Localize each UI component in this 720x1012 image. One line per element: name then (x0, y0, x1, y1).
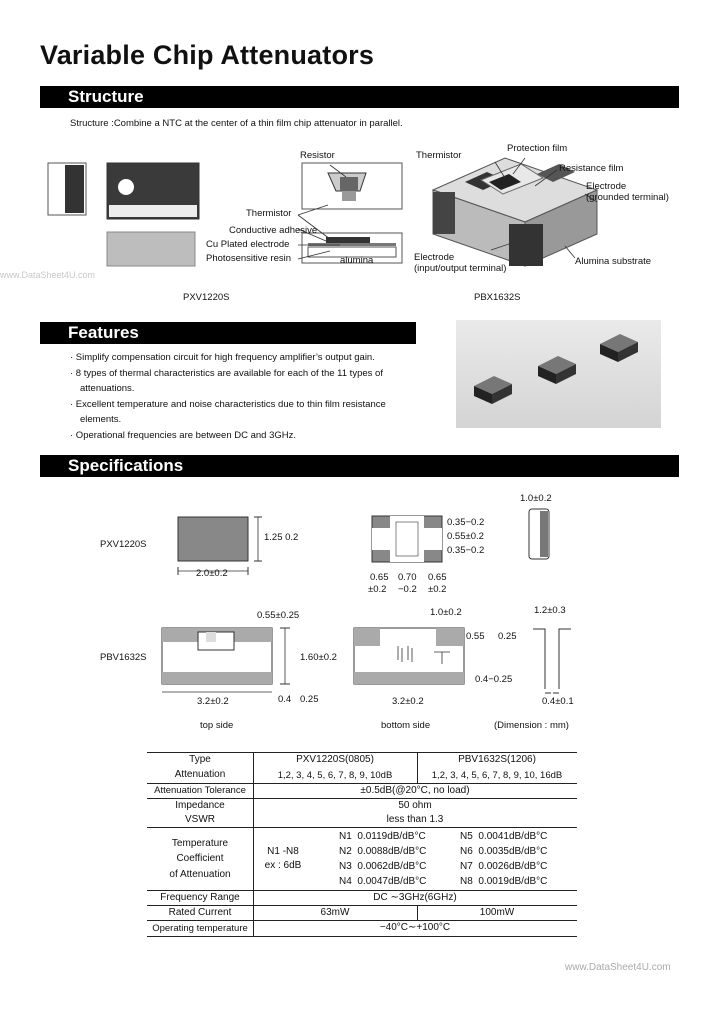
label-photosensitive: Photosensitive resin (206, 253, 292, 264)
pbv-attenuation: 1,2, 3, 4, 5, 6, 7, 8, 9, 10, 16dB (431, 770, 563, 781)
label-io-terminal: (input/output terminal) (414, 263, 507, 274)
dim-pbv-s-top: 1.2±0.3 (534, 605, 566, 616)
coef-n1: N1 0.0119dB/dB°C (339, 831, 426, 842)
dimension-note: (Dimension : mm) (494, 720, 569, 731)
specifications-heading: Specifications (40, 455, 679, 477)
page-title: Variable Chip Attenuators (40, 40, 375, 70)
pxv-dimension-drawing (170, 505, 310, 585)
dim-pxv-c1b: ±0.2 (368, 584, 387, 595)
temp-label-1: Temperature (171, 838, 229, 849)
pbv-side-drawing (525, 615, 585, 695)
current-label: Rated Current (168, 907, 232, 918)
coef-n5: N5 0.0041dB/dB°C (460, 831, 548, 842)
label-alumina-substrate: Alumina substrate (575, 256, 652, 267)
temp-label-3: of Attenuation (169, 869, 231, 880)
caption-top-side: top side (200, 720, 234, 731)
pbv-bottom-drawing (350, 618, 480, 698)
optemp-label: Operating temperature (152, 923, 248, 934)
pxv-side-drawing (525, 505, 555, 565)
dim-pbv-04: 0.4 (278, 694, 292, 705)
current-pbv: 100mW (479, 907, 515, 918)
dim-pbv-b-025: 0.25 (498, 631, 517, 642)
dim-pxv-h: 1.25 0.2 (264, 532, 299, 543)
dim-pbv-s-bot: 0.4±0.1 (542, 696, 574, 707)
dim-pbv-025: 0.25 (300, 694, 319, 705)
coef-n6: N6 0.0035dB/dB°C (460, 846, 548, 857)
label-pbx-thermistor: Thermistor (416, 150, 462, 161)
dim-pbv-top: 0.55±0.25 (257, 610, 300, 621)
coef-n2: N2 0.0088dB/dB°C (339, 846, 427, 857)
pbv-top-drawing (158, 618, 298, 698)
label-resistor: Resistor (300, 150, 335, 161)
label-resistance-film: Resistance film (559, 163, 624, 174)
features-heading: Features (40, 322, 416, 344)
coef-n7: N7 0.0026dB/dB°C (460, 861, 548, 872)
features-list (70, 350, 430, 443)
label-conductive-adhesive: Conductive adhesive (229, 225, 318, 236)
dim-pbv-b-w: 3.2±0.2 (392, 696, 424, 707)
watermark-left: www.DataSheet4U.com (0, 270, 96, 280)
caption-pbx: PBX1632S (474, 292, 521, 303)
dim-pxv-c2: 0.70 (398, 572, 417, 583)
feature-item: · Excellent temperature and noise characteristics due to thin film resistance (70, 398, 386, 410)
product-photo (456, 320, 661, 428)
temp-label-2: Coefficient (176, 853, 224, 864)
impedance-value: 50 ohm (398, 800, 432, 811)
freq-value: DC ∼3GHz(6GHz) (373, 892, 457, 903)
impedance-label: Impedance (175, 800, 225, 811)
dim-pbv-h: 1.60±0.2 (300, 652, 337, 663)
dim-pbv-w: 3.2±0.2 (197, 696, 229, 707)
spec-pbv-label: PBV1632S (100, 652, 147, 663)
coef-n8: N8 0.0019dB/dB°C (460, 876, 548, 887)
dim-pbv-b-04: 0.4−0.25 (475, 674, 513, 685)
structure-intro: Structure :Combine a NTC at the center of a thin film chip attenuator in parallel. (70, 118, 403, 129)
label-cu-plated: Cu Plated electrode (206, 239, 290, 250)
dim-pbv-b-055: 0.55 (466, 631, 485, 642)
coef-n3: N3 0.0062dB/dB°C (339, 861, 427, 872)
dim-pxv-c3b: ±0.2 (428, 584, 447, 595)
watermark-bottom: www.DataSheet4U.com (565, 962, 671, 973)
structure-heading: Structure (40, 86, 679, 108)
dim-pxv-b1: 0.35−0.2 (447, 517, 485, 528)
pxv-attenuation: 1,2, 3, 4, 5, 6, 7, 8, 9, 10dB (277, 770, 393, 781)
caption-pxv: PXV1220S (183, 292, 230, 303)
label-electrode-ground: Electrode (586, 181, 627, 192)
tolerance-label: Attenuation Tolerance (154, 785, 246, 796)
vswr-label: VSWR (185, 814, 215, 825)
feature-item: · Simplify compensation circuit for high frequency amplifier’s output gain. (70, 352, 375, 363)
dim-pxv-b2: 0.55±0.2 (447, 531, 484, 542)
label-alumina: alumina (340, 255, 374, 266)
pbv-type: PBV1632S(1206) (458, 754, 536, 765)
coef-n4: N4 0.0047dB/dB°C (339, 876, 427, 887)
tolerance-value: ±0.5dB(@20°C, no load) (360, 785, 470, 796)
vswr-value: less than 1.3 (386, 814, 444, 825)
label-electrode-io: Electrode (414, 252, 455, 263)
current-pxv: 63mW (320, 907, 350, 918)
feature-item: · 8 types of thermal characteristics are available for each of the 11 types of (70, 367, 383, 379)
label-grounded-terminal: (grounded terminal) (586, 192, 669, 203)
pxv-bottom-drawing (368, 510, 448, 570)
spec-pxv-label: PXV1220S (100, 539, 147, 550)
dim-pbv-b-top: 1.0±0.2 (430, 607, 462, 618)
feature-item: · Operational frequencies are between DC and 3GHz. (70, 429, 297, 441)
pxv-type: PXV1220S(0805) (296, 754, 374, 765)
spec-table (147, 752, 577, 936)
dim-pxv-t: 1.0±0.2 (520, 493, 552, 504)
feature-item: attenuations. (80, 383, 135, 394)
freq-label: Frequency Range (160, 892, 240, 903)
label-thermistor: Thermistor (246, 208, 292, 219)
dim-pxv-c2b: −0.2 (398, 584, 417, 595)
dim-pxv-w: 2.0±0.2 (196, 568, 228, 579)
row-attenuation-label: Attenuation (174, 769, 226, 780)
n-range: N1 -N8 (267, 846, 299, 857)
row-type-label: Type (189, 754, 211, 765)
caption-bottom-side: bottom side (381, 720, 431, 731)
n-example: ex : 6dB (264, 860, 302, 871)
feature-item: elements. (80, 414, 122, 425)
dim-pxv-c1: 0.65 (370, 572, 389, 583)
dim-pxv-b3: 0.35−0.2 (447, 545, 485, 556)
label-protection-film: Protection film (507, 143, 568, 154)
optemp-value: −40°C∼+100°C (379, 922, 451, 933)
dim-pxv-c3: 0.65 (428, 572, 447, 583)
